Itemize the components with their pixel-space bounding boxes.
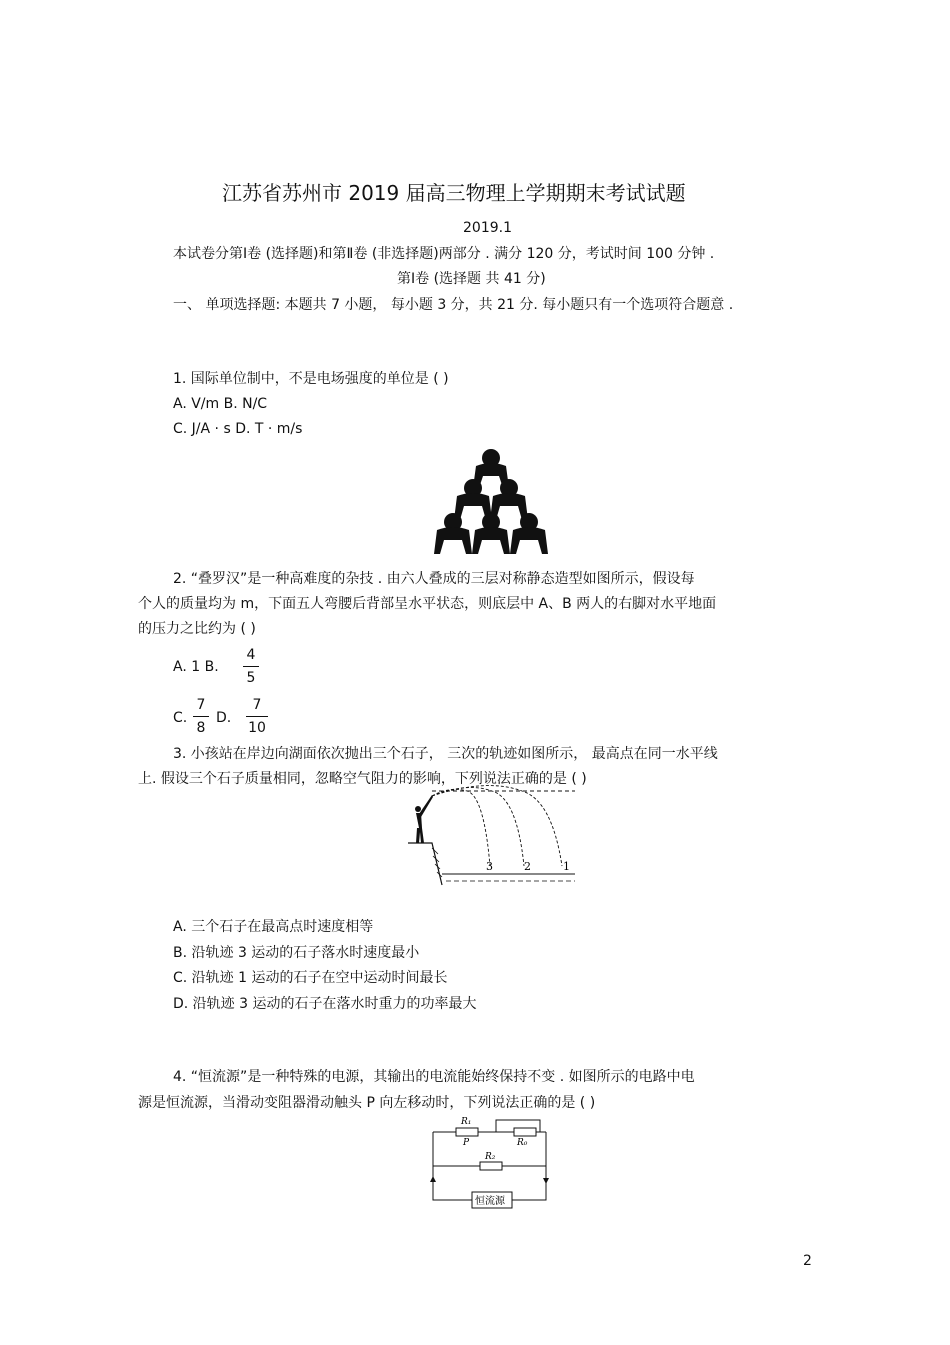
label-p: P xyxy=(463,1138,470,1148)
resistor-r0 xyxy=(514,1128,536,1136)
figure-label-a: A xyxy=(451,544,459,555)
pyramid-person-bottom-right xyxy=(510,513,548,554)
resistor-r1 xyxy=(456,1128,478,1136)
fraction-denominator: 5 xyxy=(246,670,256,686)
q3-option-b: B. 沿轨迹 3 运动的石子落水时速度最小 xyxy=(173,945,420,961)
exam-date: 2019.1 xyxy=(463,220,512,236)
fraction-numerator: 7 xyxy=(252,697,262,713)
trajectory-label-1: 1 xyxy=(563,860,570,873)
resistor-r2 xyxy=(480,1162,502,1170)
current-arrow-up-icon xyxy=(430,1176,436,1182)
q2-option-d: D. xyxy=(216,710,232,726)
volume-heading: 第Ⅰ卷 (选择题 共 41 分) xyxy=(397,271,546,287)
q2-option-b-fraction xyxy=(243,646,259,687)
trajectory-label-3: 3 xyxy=(486,860,493,873)
page-number: 2 xyxy=(803,1253,812,1269)
q2-line-2: 个人的质量均为 m，下面五人弯腰后背部呈水平状态，则底层中 A、B 两人的右脚对水平地面 xyxy=(138,596,717,612)
q4-line-1: 4. “恒流源”是一种特殊的电源，其输出的电流能始终保持不变 . 如图所示的电路中电 xyxy=(173,1069,695,1085)
q1-stem: 1. 国际单位制中，不是电场强度的单位是 ( ) xyxy=(173,371,449,387)
page-title: 江苏省苏州市 2019 届高三物理上学期期末考试试题 xyxy=(222,181,686,205)
q2-option-ab: A. 1 B. xyxy=(173,659,219,675)
child-icon xyxy=(415,795,433,843)
current-arrow-down-icon xyxy=(543,1178,549,1184)
figure-label-b: B xyxy=(487,544,495,555)
q2-line-3: 的压力之比约为 ( ) xyxy=(138,621,256,637)
q4-line-2: 源是恒流源，当滑动变阻器滑动触头 P 向左移动时，下列说法正确的是 ( ) xyxy=(138,1095,596,1111)
trajectory-paths xyxy=(432,786,562,866)
q1-options-ab: A. V/m B. N/C xyxy=(173,396,268,412)
label-r1: R₁ xyxy=(461,1117,472,1127)
q3-option-a: A. 三个石子在最高点时速度相等 xyxy=(173,919,374,935)
fraction-numerator: 7 xyxy=(196,697,206,713)
circuit-figure xyxy=(428,1112,554,1214)
pyramid-person-mid-right xyxy=(490,479,528,520)
q2-option-d-fraction xyxy=(246,696,268,737)
fraction-denominator: 10 xyxy=(248,720,266,736)
q2-option-c: C. xyxy=(173,710,188,726)
q2-line-1: 2. “叠罗汉”是一种高难度的杂技 . 由六人叠成的三层对称静态造型如图所示，假设每 xyxy=(173,571,695,587)
q3-line-1: 3. 小孩站在岸边向湖面依次抛出三个石子， 三次的轨迹如图所示， 最高点在同一水平线 xyxy=(173,746,718,762)
q3-option-d: D. 沿轨迹 3 运动的石子在落水时重力的功率最大 xyxy=(173,996,477,1012)
fraction-numerator: 4 xyxy=(246,647,256,663)
q2-option-c-fraction xyxy=(193,696,209,737)
human-pyramid-figure xyxy=(433,448,553,558)
label-r2: R₂ xyxy=(485,1152,496,1162)
q3-line-2: 上. 假设三个石子质量相同，忽略空气阻力的影响，下列说法正确的是 ( ) xyxy=(138,771,587,787)
slider-wire xyxy=(496,1120,540,1132)
fraction-denominator: 8 xyxy=(196,720,206,736)
q1-options-cd: C. J/A · s D. T · m/s xyxy=(173,421,303,437)
section-heading: 一、 单项选择题: 本题共 7 小题， 每小题 3 分，共 21 分. 每小题只有一个选项符合题意 . xyxy=(173,297,734,313)
q3-option-c: C. 沿轨迹 1 运动的石子在空中运动时间最长 xyxy=(173,970,448,986)
label-source: 恒流源 xyxy=(475,1196,505,1207)
trajectory-label-2: 2 xyxy=(524,860,531,873)
exam-intro: 本试卷分第Ⅰ卷 (选择题)和第Ⅱ卷 (非选择题)两部分 . 满分 120 分，考试时间 100 分钟 . xyxy=(173,246,715,262)
pyramid-person-mid-left xyxy=(454,479,492,520)
stone-trajectory-figure xyxy=(402,788,582,890)
label-r0: R₀ xyxy=(517,1138,528,1148)
